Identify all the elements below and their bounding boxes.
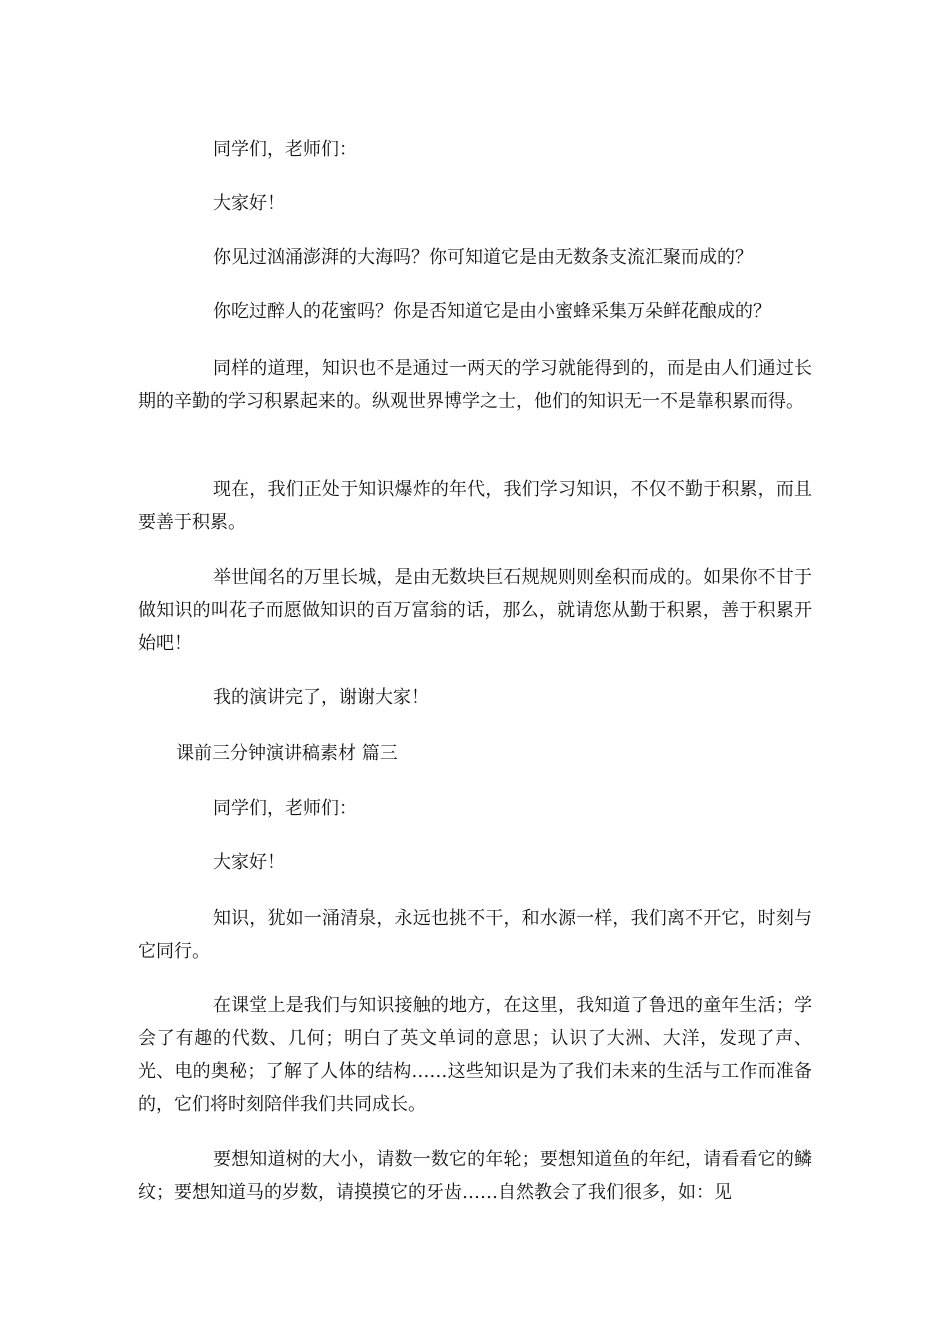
greeting-paragraph: 同学们，老师们： bbox=[213, 139, 357, 160]
body-paragraph: 你见过汹涌澎湃的大海吗？你可知道它是由无数条支流汇聚而成的？ bbox=[213, 247, 753, 268]
body-paragraph: 同样的道理，知识也不是通过一两天的学习就能得到的，而是由人们通过长期的辛勤的学习积累起来的。纵观世界博学之士，他们的知识无一不是靠积累而得。 bbox=[138, 358, 812, 412]
hello-paragraph: 大家好！ bbox=[213, 852, 285, 873]
greeting-paragraph: 同学们，老师们： bbox=[213, 798, 357, 819]
body-paragraph: 你吃过醉人的花蜜吗？你是否知道它是由小蜜蜂采集万朵鲜花酿成的？ bbox=[213, 301, 771, 322]
closing-paragraph: 我的演讲完了，谢谢大家！ bbox=[213, 687, 429, 708]
hello-paragraph: 大家好！ bbox=[213, 193, 285, 214]
body-paragraph: 现在，我们正处于知识爆炸的年代，我们学习知识，不仅不勤于积累，而且要善于积累。 bbox=[138, 479, 812, 533]
body-paragraph: 举世闻名的万里长城，是由无数块巨石规规则则垒积而成的。如果你不甘于做知识的叫花子而愿做知识的百万富翁的话，那么，就请您从勤于积累，善于积累开始吧！ bbox=[138, 567, 812, 654]
body-paragraph: 知识，犹如一涌清泉，永远也挑不干，和水源一样，我们离不开它，时刻与它同行。 bbox=[138, 908, 812, 962]
section-heading: 课前三分钟演讲稿素材 篇三 bbox=[176, 743, 398, 764]
body-paragraph: 要想知道树的大小，请数一数它的年轮；要想知道鱼的年纪，请看看它的鳞纹；要想知道马的岁数，请摸摸它的牙齿……自然教会了我们很多，如：见 bbox=[138, 1149, 812, 1203]
body-paragraph: 在课堂上是我们与知识接触的地方，在这里，我知道了鲁迅的童年生活；学会了有趣的代数、几何；明白了英文单词的意思；认识了大洲、大洋，发现了声、光、电的奥秘；了解了人体的结构……这些知识是为了我们未来的生活与工作而准备的，它们将时刻陪伴我们共同成长。 bbox=[138, 995, 812, 1115]
